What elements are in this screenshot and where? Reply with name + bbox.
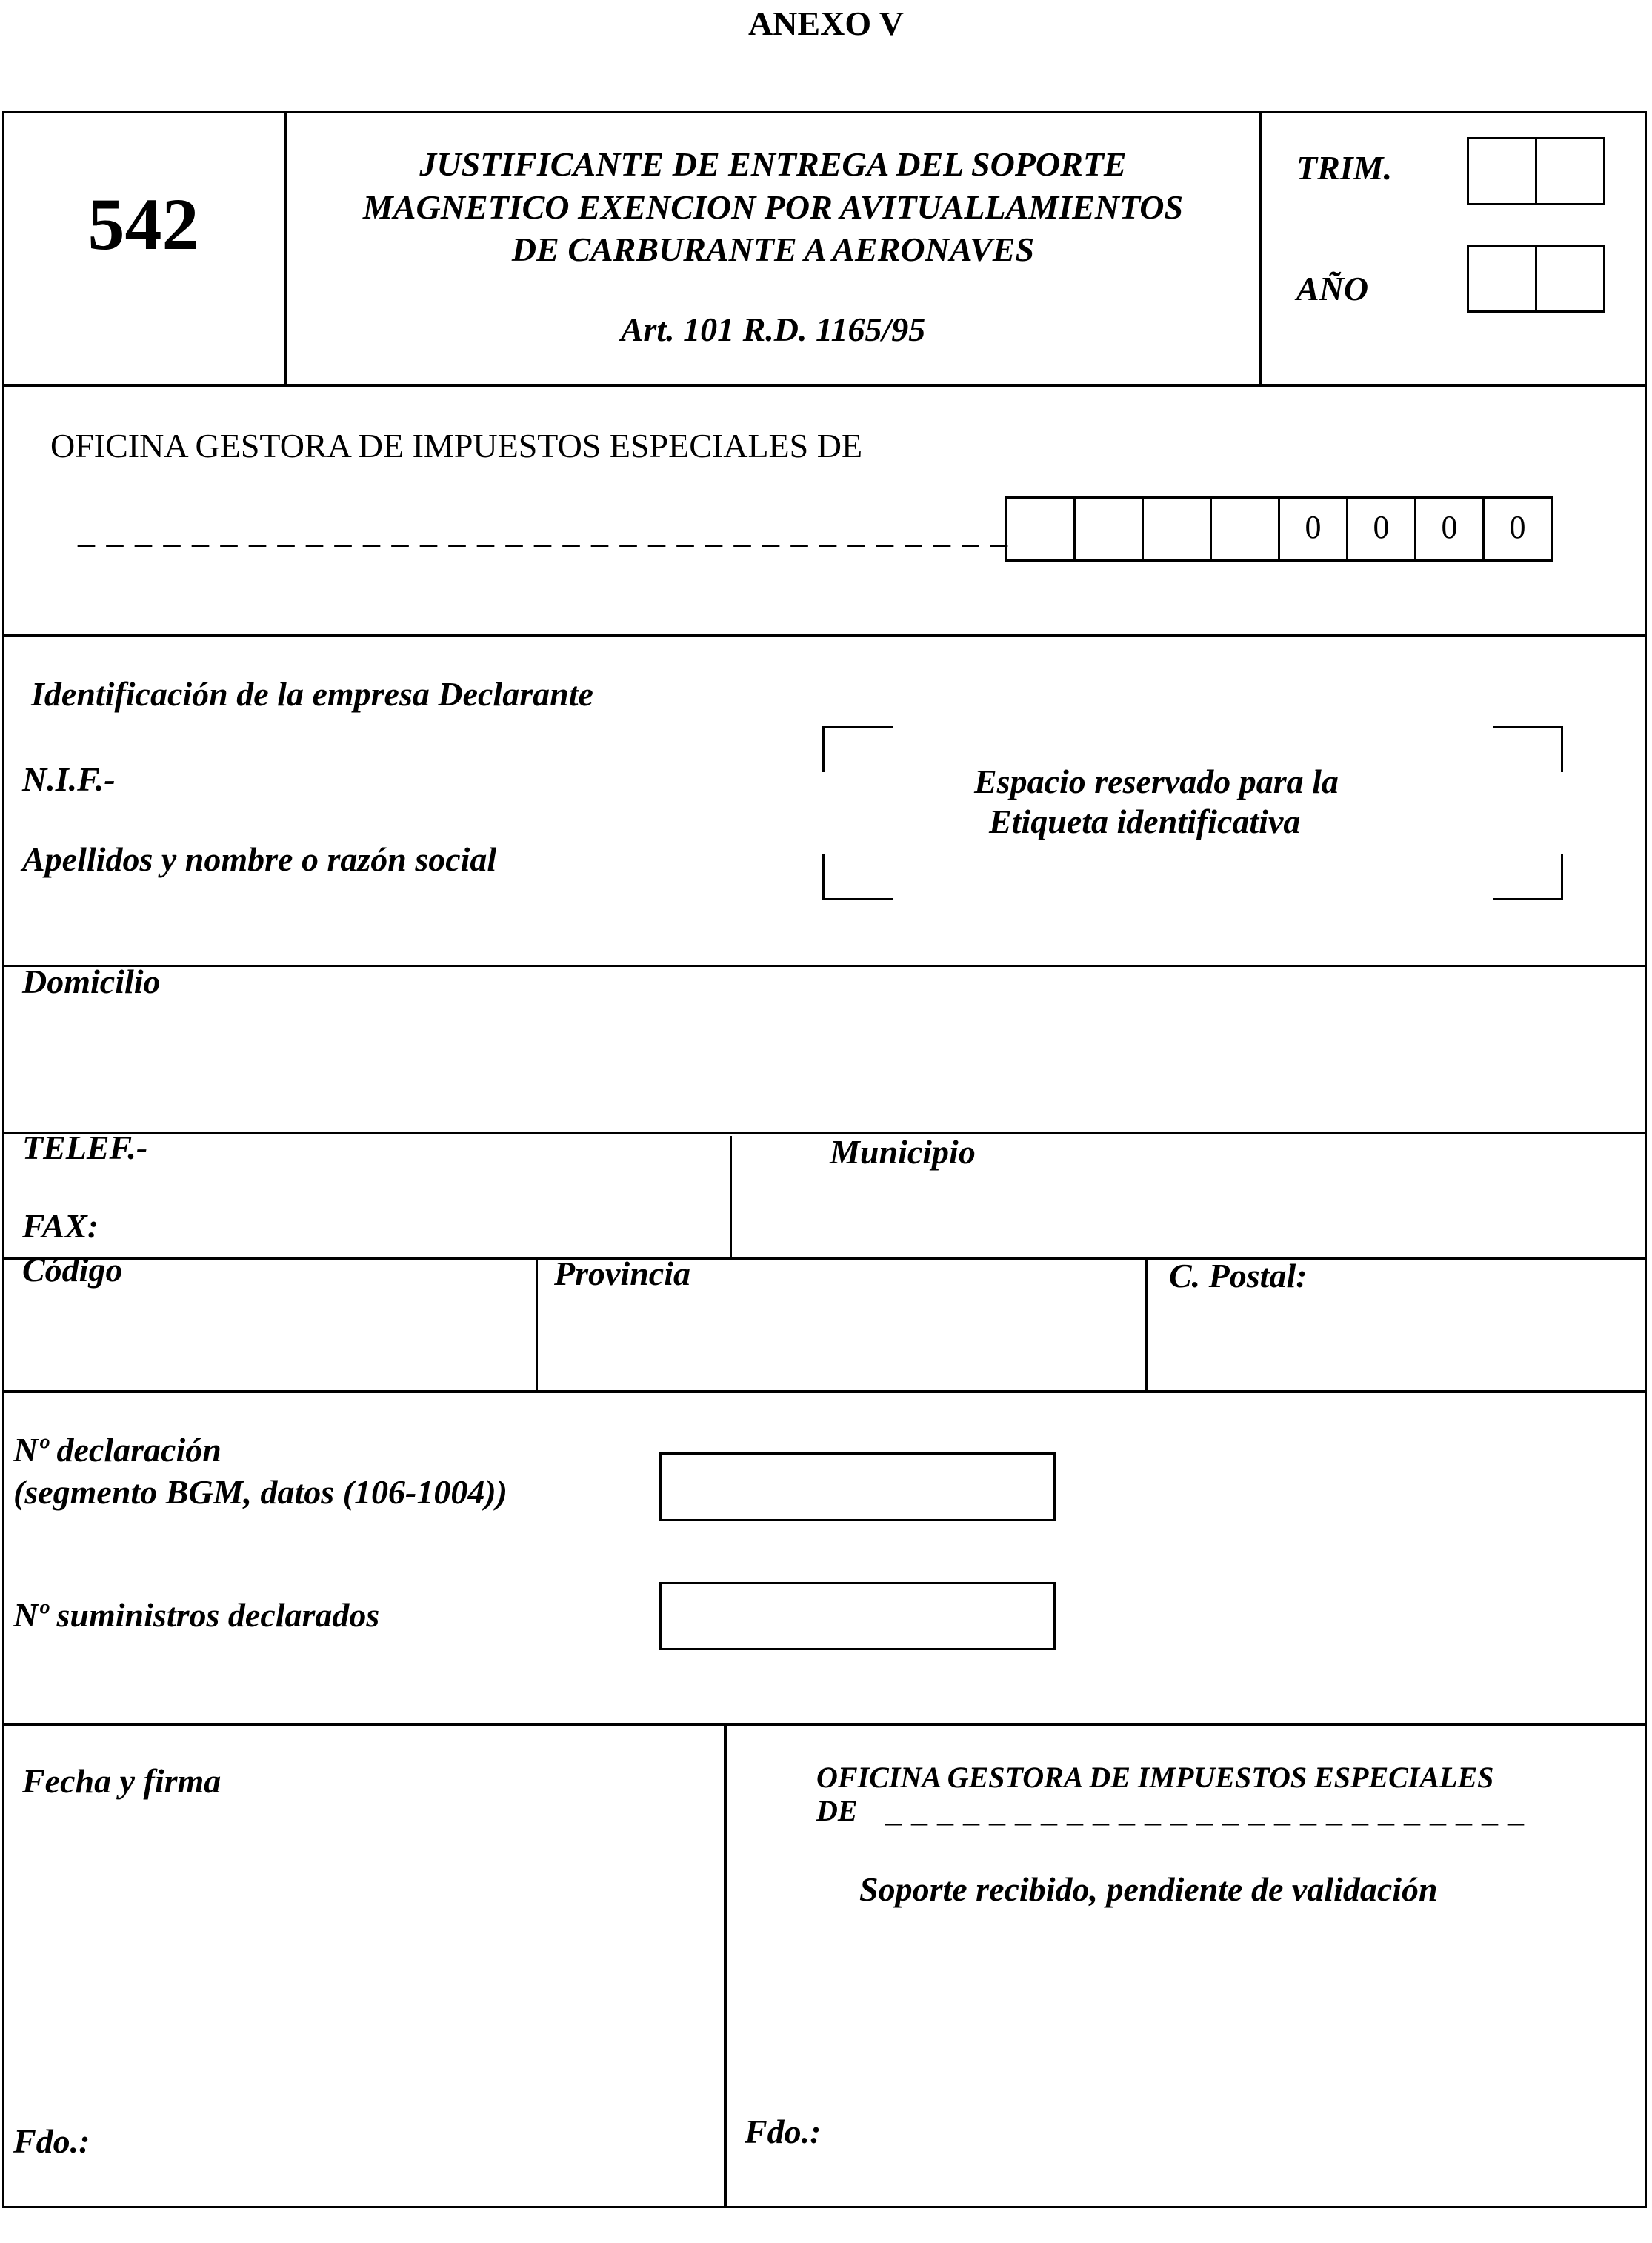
municipio-label: Municipio (830, 1133, 976, 1171)
company-name-label: Apellidos y nombre o razón social (22, 840, 497, 878)
signature-label-right: Fdo.: (745, 2113, 822, 2150)
annex-title: ANEXO V (747, 4, 904, 42)
fax-label: FAX: (22, 1207, 99, 1245)
label-space-text-1: Espacio reservado para la (974, 762, 1339, 800)
declaration-number-input[interactable] (659, 1452, 1056, 1521)
office-label: OFICINA GESTORA DE IMPUESTOS ESPECIALES DE (50, 427, 863, 465)
office-code-digit[interactable]: 0 (1482, 496, 1553, 562)
year-box-2[interactable] (1535, 245, 1605, 313)
label-space-text-2: Etiqueta identificativa (989, 803, 1301, 840)
trim-box-1[interactable] (1467, 137, 1537, 205)
codigo-label: Código (22, 1251, 123, 1289)
date-signature-label: Fecha y firma (22, 1762, 222, 1800)
form-title-line-3: DE CARBURANTE A AERONAVES (511, 230, 1035, 268)
office-code-digit[interactable] (1142, 496, 1212, 562)
company-section-title: Identificación de la empresa Declarante (31, 675, 593, 713)
telef-label: TELEF.- (22, 1129, 148, 1166)
nif-label: N.I.F.- (22, 760, 116, 798)
year-box-1[interactable] (1467, 245, 1537, 313)
postal-code-label: C. Postal: (1169, 1257, 1308, 1295)
form-article: Art. 101 R.D. 1165/95 (620, 310, 926, 348)
provincia-label: Provincia (554, 1255, 690, 1292)
declaration-number-label-1: Nº declaración (13, 1431, 222, 1469)
declaration-number-label-2: (segmento BGM, datos (106-1004)) (13, 1473, 507, 1511)
trim-label: TRIM. (1296, 149, 1393, 187)
office-code-digit[interactable]: 0 (1346, 496, 1416, 562)
form-title-line-2: MAGNETICO EXENCION POR AVITUALLAMIENTOS (362, 188, 1184, 226)
supplies-count-label: Nº suministros declarados (13, 1596, 380, 1634)
receiving-office-de: DE (816, 1794, 858, 1827)
form-title-line-1: JUSTIFICANTE DE ENTREGA DEL SOPORTE (419, 145, 1127, 183)
trim-box-2[interactable] (1535, 137, 1605, 205)
domicilio-label: Domicilio (22, 963, 161, 1000)
supplies-count-input[interactable] (659, 1582, 1056, 1650)
office-code-digit[interactable] (1073, 496, 1144, 562)
office-code-digit[interactable]: 0 (1414, 496, 1485, 562)
received-status-text: Soporte recibido, pendiente de validación (859, 1870, 1438, 1908)
office-dash-line[interactable]: _ _ _ _ _ _ _ _ _ _ _ _ _ _ _ _ _ _ _ _ _ _ _ _ _ _ _ _ _ _ _ _ _ (78, 512, 1009, 550)
signature-label-left: Fdo.: (13, 2122, 90, 2160)
office-code-digit[interactable] (1210, 496, 1280, 562)
form-number: 542 (87, 183, 199, 265)
receiving-office-dash-line[interactable]: _ _ _ _ _ _ _ _ _ _ _ _ _ _ _ _ _ _ _ _ _ _ _ _ _ (885, 1792, 1525, 1829)
receiving-office-label: OFICINA GESTORA DE IMPUESTOS ESPECIALES (816, 1761, 1494, 1794)
year-label: AÑO (1296, 270, 1369, 308)
office-code-digit[interactable] (1005, 496, 1076, 562)
office-code-boxes (1005, 496, 1563, 562)
office-code-digit[interactable]: 0 (1278, 496, 1348, 562)
